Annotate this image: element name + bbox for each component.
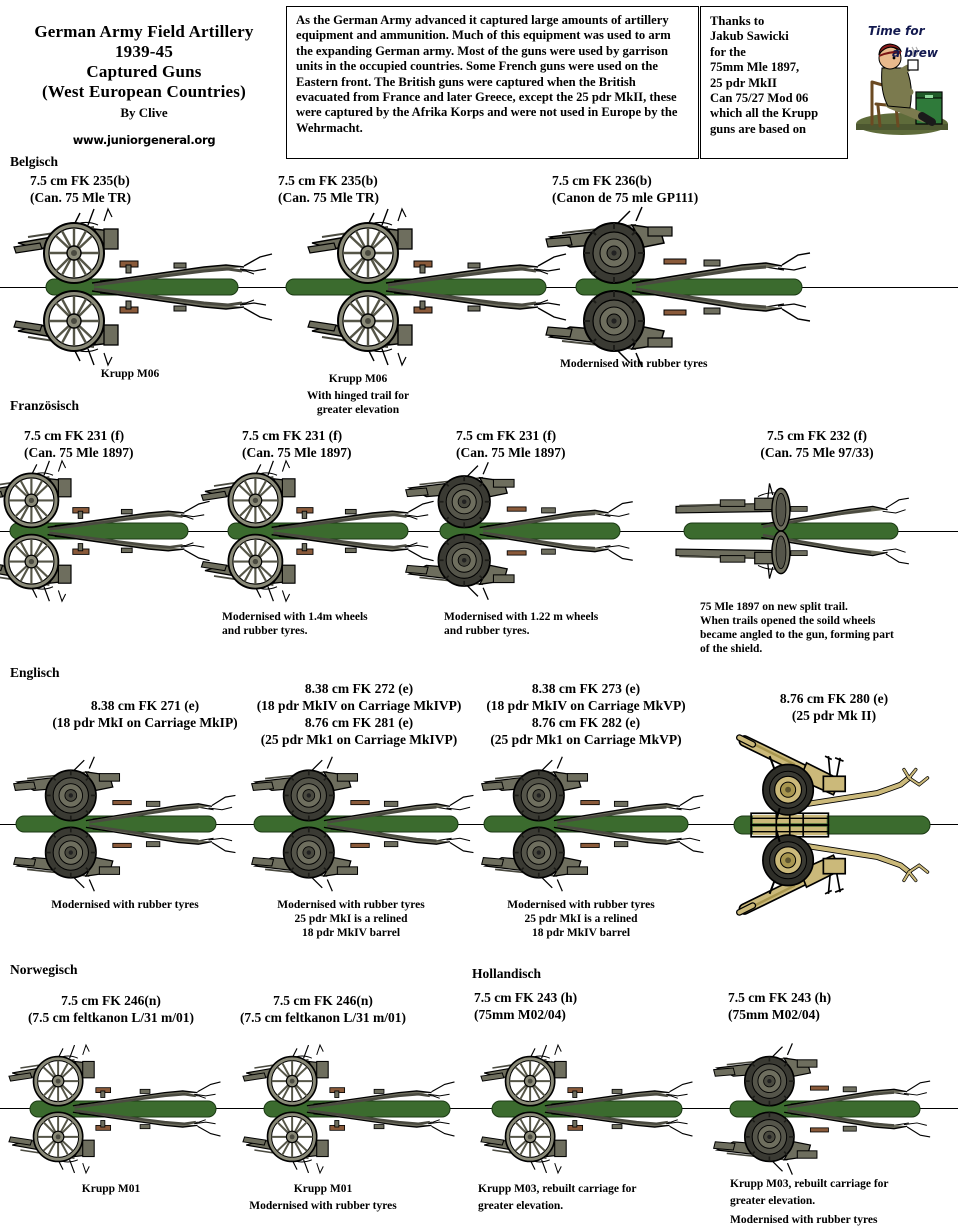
gun-sublabel: (Can. 75 Mle TR) [30,190,131,205]
section-heading-norwegisch: Norwegisch [10,962,78,977]
gun-figure-fk246n-a [10,1040,250,1180]
thanks-line: for the [710,44,746,59]
gun-label: 7.5 cm FK 235(b) [278,173,378,188]
gun-sublabel: (Canon de 75 mle GP111) [552,190,699,205]
gun-label: 7.5 cm FK 246(n) [273,993,373,1008]
gun-label: 7.5 cm FK 246(n) [61,993,161,1008]
gun-note: Krupp M03, rebuilt carriage for [478,1183,637,1195]
intro-text: As the German Army advanced it captured large amounts of artillery equipment and ammunition. Much of this equipment was used to arm the expanding German army. Most of the guns were used by garrison units in the occupied countries. Some French guns were used on the Eastern front. The British guns were captured when the British evacuated from France and later Greece, except the 25 pdr MkII, these were captured by the Afrika Korps and were not used in Europe by the Wehrmacht. [296,13,678,135]
gun-label-2: 8.76 cm FK 281 (e) [304,715,414,730]
gun-figure-fk246n-b [244,1040,484,1180]
thanks-line: Jakub Sawicki [710,29,789,44]
gun-label: 8.38 cm FK 273 (e) [531,681,641,696]
gun-label: 7.5 cm FK 236(b) [552,173,652,188]
gun-figure-fk243h-a [478,1040,718,1180]
gun-sublabel: (18 pdr MkI on Carriage MkIP) [52,715,238,730]
gun-sublabel: (75mm M02/04) [474,1007,566,1022]
gun-figure-fk243h-b [716,1040,956,1180]
gun-label: 7.5 cm FK 235(b) [30,173,130,188]
gun-figure-fk235b-a [8,207,298,367]
gun-figure-fk231f-a [0,460,240,600]
title-line-2: 1939-45 [114,42,174,61]
gun-note: Krupp M01 [81,1183,141,1195]
gun-sublabel: (Can. 75 Mle TR) [278,190,379,205]
gun-label: 7.5 cm FK 231 (f) [456,428,557,443]
page-title [0,22,288,147]
thanks-line: guns are based on [710,121,806,136]
byline: By Clive [120,105,168,120]
section-heading-belgisch: Belgisch [10,154,59,169]
gun-label: 8.38 cm FK 271 (e) [90,698,200,713]
gun-figure-fk231f-c [434,462,664,602]
gun-note: and rubber tyres. [222,625,308,637]
title-line-4: (West European Countries) [42,82,246,101]
thanks-line: which all the Krupp [710,106,819,121]
gun-label: 7.5 cm FK 231 (f) [242,428,343,443]
gun-note: When trails opened the soild wheels [700,615,876,627]
gun-sublabel: (75mm M02/04) [728,1007,820,1022]
gun-note: Krupp M06 [328,373,388,385]
gun-note: With hinged trail for [306,390,410,402]
gun-note: Modernised with 1.22 m wheels [444,611,599,623]
gun-figure-fk232f [660,460,950,600]
gun-figure-fk231f-b [222,460,452,600]
gun-sublabel: (7.5 cm feltkanon L/31 m/01) [239,1010,407,1025]
gun-note: Modernised with rubber tyres [277,899,425,911]
gun-note: Krupp M01 [293,1183,353,1195]
gun-note: greater elevation. [730,1195,816,1207]
gun-note: Modernised with rubber tyres [730,1214,878,1226]
gun-note: greater elevation [316,404,400,416]
gun-label: 7.5 cm FK 243 (h) [728,990,832,1005]
section-heading-hollandisch: Hollandisch [472,966,542,981]
gun-figure-fk273e-fk282e [476,752,726,897]
thanks-line: 25 pdr MkII [710,75,777,90]
gun-sublabel-2: (25 pdr Mk1 on Carriage MkIVP) [260,732,458,747]
gun-label: 8.38 cm FK 272 (e) [304,681,414,696]
intro-text-box [286,6,699,159]
gun-note: Krupp M06 [100,368,160,380]
gun-label: 7.5 cm FK 232 (f) [766,428,868,443]
gun-label: 7.5 cm FK 243 (h) [474,990,578,1005]
gun-note: 18 pdr MkIV barrel [301,927,401,939]
gun-sublabel: (Can. 75 Mle 1897) [456,445,566,460]
gun-figure-fk271e [8,752,258,897]
website-url: www.juniorgeneral.org [72,133,216,147]
thanks-box [700,6,848,159]
section-heading-franzoesisch: Französisch [10,398,79,413]
gun-sublabel: (Can. 75 Mle 1897) [24,445,134,460]
gun-sublabel: (18 pdr MkIV on Carriage MkVP) [486,698,686,713]
gun-sublabel-2: (25 pdr Mk1 on Carriage MkVP) [490,732,682,747]
gun-note: Modernised with rubber tyres [507,899,655,911]
gun-label: 8.76 cm FK 280 (e) [779,691,889,706]
gun-note: Modernised with 1.4m wheels [222,611,368,623]
gun-figure-fk272e-fk281e [246,752,496,897]
gun-note: 75 Mle 1897 on new split trail. [700,601,848,613]
gun-note: Modernised with rubber tyres [51,899,199,911]
title-line-3: Captured Guns [86,62,202,81]
gun-label-2: 8.76 cm FK 282 (e) [531,715,641,730]
gun-note: 25 pdr MkI is a relined [524,913,638,925]
gun-sublabel: (Can. 75 Mle 1897) [242,445,352,460]
gun-figure-fk280e-25pdr [716,740,958,910]
gun-sublabel: (18 pdr MkIV on Carriage MkIVP) [256,698,462,713]
gun-note: Modernised with rubber tyres [249,1200,397,1212]
brew-caption-line-1: Time for [868,24,925,38]
section-heading-englisch: Englisch [10,665,60,680]
gun-label: 7.5 cm FK 231 (f) [24,428,125,443]
gun-note: 18 pdr MkIV barrel [531,927,631,939]
gun-note: greater elevation. [478,1200,564,1212]
title-line-1: German Army Field Artillery [34,22,254,41]
brew-caption-line-2: a brew [892,46,939,60]
gun-note: of the shield. [700,643,763,655]
gun-figure-fk235b-b [278,207,578,367]
gun-note: became angled to the gun, forming part [700,629,894,641]
thanks-line: 75mm Mle 1897, [710,60,800,75]
thanks-line: Thanks to [710,14,765,28]
time-for-a-brew-cartoon [846,6,958,136]
gun-note: 25 pdr MkI is a relined [294,913,408,925]
gun-note: Krupp M03, rebuilt carriage for [730,1178,889,1190]
gun-sublabel: (7.5 cm feltkanon L/31 m/01) [27,1010,195,1025]
gun-sublabel: (Can. 75 Mle 97/33) [760,445,874,460]
gun-note: Modernised with rubber tyres [560,358,708,370]
gun-figure-fk236b [540,207,870,367]
gun-sublabel: (25 pdr Mk II) [791,708,877,723]
gun-note: and rubber tyres. [444,625,530,637]
thanks-line: Can 75/27 Mod 06 [710,91,809,106]
